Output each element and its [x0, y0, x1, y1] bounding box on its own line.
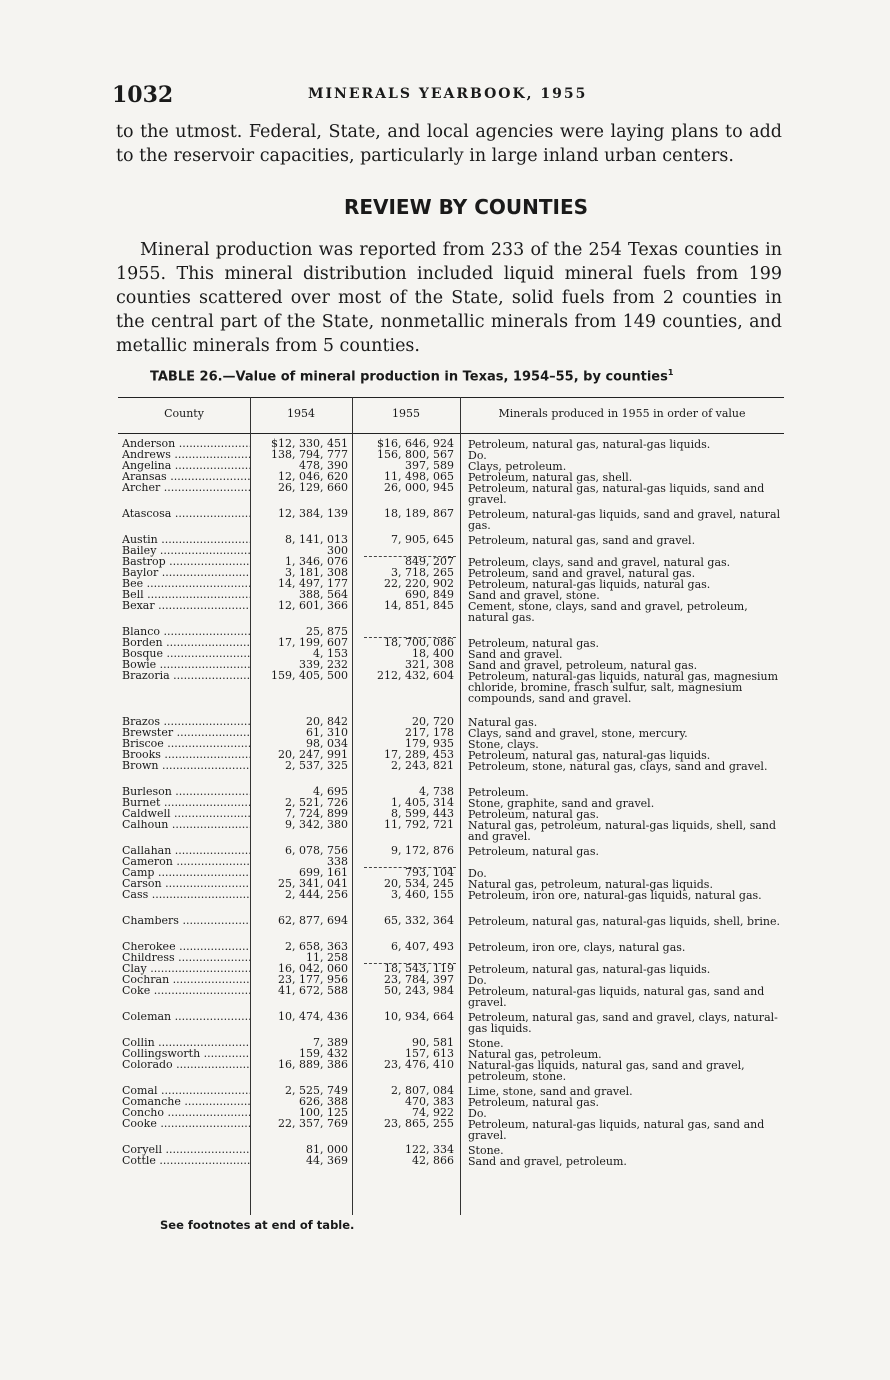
county-name: Cochran ..... [122, 975, 250, 986]
value-1954: 9, 342, 380 [285, 818, 348, 831]
county-name: Bailey ..... [122, 546, 250, 557]
county-name: Caldwell ..... [122, 809, 250, 820]
value-1955: 179, 935 [405, 737, 454, 750]
county-name: Andrews ..... [122, 450, 250, 461]
value-1955: 74, 922 [412, 1106, 454, 1119]
value-1955: 23, 865, 255 [384, 1117, 454, 1130]
county-name: Briscoe ..... [122, 739, 250, 750]
value-1955: 321, 308 [405, 658, 454, 671]
table-top-rule [118, 397, 784, 398]
minerals-produced: Petroleum, natural-gas liquids, sand and gravel, natural gas. [468, 508, 781, 532]
minerals-produced: Natural gas, petroleum, natural-gas liquids. [468, 878, 713, 891]
value-1954: 25, 875 [306, 625, 348, 638]
county-name: Calhoun ..... [122, 820, 250, 831]
value-1954: 339, 232 [299, 658, 348, 671]
minerals-produced: Petroleum, natural gas, sand and gravel. [468, 534, 696, 547]
county-name: Callahan ..... [122, 846, 250, 857]
value-1955: 122, 334 [405, 1143, 454, 1156]
value-1954: 20, 247, 991 [278, 748, 348, 761]
county-name: Chambers ..... [122, 916, 250, 927]
minerals-produced: Petroleum, natural gas, natural-gas liquids. [468, 438, 711, 451]
county-name: Clay ..... [122, 964, 250, 975]
county-name: Brazos ..... [122, 717, 250, 728]
value-1955: 157, 613 [405, 1047, 454, 1060]
value-1955: 1, 405, 314 [391, 796, 454, 809]
value-1954: 2, 444, 256 [285, 888, 348, 901]
minerals-produced: Natural gas. [468, 716, 538, 729]
minerals-produced: Petroleum, natural gas, natural-gas liquids. [468, 749, 711, 762]
value-1954: 2, 521, 726 [285, 796, 348, 809]
minerals-produced: Natural gas, petroleum. [468, 1048, 602, 1061]
value-1955: 4, 738 [419, 785, 454, 798]
value-1955: 470, 383 [405, 1095, 454, 1108]
county-name: Burleson ..... [122, 787, 250, 798]
value-1954: 699, 161 [299, 866, 348, 879]
county-name: Angelina ..... [122, 461, 250, 472]
minerals-produced: Petroleum, natural-gas liquids, natural gas, sand and gravel. [468, 985, 765, 1009]
value-1954: 14, 497, 177 [278, 577, 348, 590]
minerals-produced: Petroleum. [468, 786, 529, 799]
column-header-1954: 1954 [287, 407, 315, 420]
minerals-produced: Sand and gravel, petroleum. [468, 1155, 627, 1168]
value-1955: 23, 784, 397 [384, 973, 454, 986]
value-1954: 20, 842 [306, 715, 348, 728]
value-1955: 18, 700, 086 [384, 636, 454, 649]
value-1954: 16, 042, 060 [278, 962, 348, 975]
value-1954: 100, 125 [299, 1106, 348, 1119]
value-1954: 12, 601, 366 [278, 599, 348, 612]
value-1955: 6, 407, 493 [391, 940, 454, 953]
value-1955: 18, 543, 119 [384, 962, 454, 975]
county-name: Cottle ..... [122, 1156, 250, 1167]
value-1955: 20, 720 [412, 715, 454, 728]
minerals-produced: Petroleum, natural-gas liquids, natural gas. [468, 578, 711, 591]
value-1954: 62, 877, 694 [278, 914, 348, 927]
value-1954: 17, 199, 607 [278, 636, 348, 649]
county-name: Blanco ..... [122, 627, 250, 638]
minerals-produced: Do. [468, 1107, 487, 1120]
minerals-produced: Petroleum, sand and gravel, natural gas. [468, 567, 696, 580]
value-1955: 65, 332, 364 [384, 914, 454, 927]
value-1955: 11, 498, 065 [384, 470, 454, 483]
minerals-produced: Petroleum, natural gas. [468, 845, 599, 858]
value-1954: 7, 724, 899 [285, 807, 348, 820]
county-name: Collingsworth ..... [122, 1049, 250, 1060]
county-name: Aransas ..... [122, 472, 250, 483]
column-header-minerals: Minerals produced in 1955 in order of value [498, 407, 746, 420]
minerals-produced: Petroleum, natural gas, natural-gas liquids. [468, 963, 711, 976]
value-1954: 98, 034 [306, 737, 348, 750]
value-1955: 23, 476, 410 [384, 1058, 454, 1071]
value-1954: 61, 310 [306, 726, 348, 739]
minerals-produced: Petroleum, natural gas. [468, 1096, 599, 1109]
value-1954: 3, 181, 308 [285, 566, 348, 579]
county-name: Baylor ..... [122, 568, 250, 579]
minerals-produced: Petroleum, iron ore, natural-gas liquids, natural gas. [468, 889, 762, 902]
county-name: Concho ..... [122, 1108, 250, 1119]
value-1955: 217, 178 [405, 726, 454, 739]
table-caption-text: TABLE 26.—Value of mineral production in Texas, 1954–55, by counties [150, 369, 668, 385]
value-1954: 159, 405, 500 [271, 669, 348, 682]
minerals-produced: Clays, petroleum. [468, 460, 567, 473]
county-name: Childress ..... [122, 953, 250, 964]
value-1955: 2, 243, 821 [391, 759, 454, 772]
value-1955: 50, 243, 984 [384, 984, 454, 997]
value-1954: 300 [327, 544, 348, 557]
value-1955: 22, 220, 902 [384, 577, 454, 590]
column-divider [352, 397, 353, 1215]
county-name: Carson ..... [122, 879, 250, 890]
county-name: Cherokee ..... [122, 942, 250, 953]
value-1954: 8, 141, 013 [285, 533, 348, 546]
value-1955: 90, 581 [412, 1036, 454, 1049]
minerals-produced: Petroleum, natural-gas liquids, natural gas, sand and gravel. [468, 1118, 765, 1142]
body-paragraph: Mineral production was reported from 233 of the 254 Texas counties in 1955. This mineral distribution included liquid mineral fuels from 199 counties scattered over most of the State, solid fuels from 2 counties in the central part of the State, nonmetallic minerals from 149 counties, and metallic minerals from 5 counties. [116, 240, 782, 356]
value-1955: 20, 534, 245 [384, 877, 454, 890]
column-divider [460, 397, 461, 1215]
county-name: Camp ..... [122, 868, 250, 879]
value-1955: 42, 866 [412, 1154, 454, 1167]
column-header-1955: 1955 [392, 407, 420, 420]
value-1955: 17, 289, 453 [384, 748, 454, 761]
value-1954: 41, 672, 588 [278, 984, 348, 997]
minerals-produced: Sand and gravel. [468, 648, 563, 661]
county-name: Brazoria ..... [122, 671, 250, 682]
minerals-produced: Petroleum, natural-gas liquids, natural gas, magnesium chloride, bromine, frasch sulfur, salt, magnesium compounds, sand and gravel. [468, 670, 779, 705]
county-name: Bee ..... [122, 579, 250, 590]
value-1954: 4, 153 [313, 647, 348, 660]
value-1954: $12, 330, 451 [271, 437, 348, 450]
value-1954: 81, 000 [306, 1143, 348, 1156]
minerals-produced: Lime, stone, sand and gravel. [468, 1085, 633, 1098]
value-1954: 11, 258 [306, 951, 348, 964]
value-1955: 11, 792, 721 [384, 818, 454, 831]
county-name: Comanche ..... [122, 1097, 250, 1108]
column-header-county: County [164, 407, 204, 420]
county-production-table [118, 397, 784, 1215]
value-1954: 388, 564 [299, 588, 348, 601]
county-name: Coryell ..... [122, 1145, 250, 1156]
value-1954: 12, 384, 139 [278, 507, 348, 520]
value-1955: 397, 589 [405, 459, 454, 472]
minerals-produced: Do. [468, 974, 487, 987]
minerals-produced: Petroleum, natural gas, natural-gas liquids, sand and gravel. [468, 482, 765, 506]
county-name: Anderson ..... [122, 439, 250, 450]
value-1954: 44, 369 [306, 1154, 348, 1167]
value-1954: 25, 341, 041 [278, 877, 348, 890]
minerals-produced: Petroleum, natural gas, shell. [468, 471, 633, 484]
value-1955: 18, 189, 867 [384, 507, 454, 520]
county-name: Colorado ..... [122, 1060, 250, 1071]
minerals-produced: Petroleum, natural gas, sand and gravel, clays, natural-gas liquids. [468, 1011, 778, 1035]
value-1954: 16, 889, 386 [278, 1058, 348, 1071]
county-name: Coke ..... [122, 986, 250, 997]
value-1955: 18, 400 [412, 647, 454, 660]
minerals-produced: Sand and gravel, stone. [468, 589, 600, 602]
table-footnote: See footnotes at end of table. [160, 1218, 355, 1232]
minerals-produced: Clays, sand and gravel, stone, mercury. [468, 727, 688, 740]
value-1954: 478, 390 [299, 459, 348, 472]
value-1954: 22, 357, 769 [278, 1117, 348, 1130]
county-name: Atascosa ..... [122, 509, 250, 520]
county-name: Collin ..... [122, 1038, 250, 1049]
minerals-produced: Do. [468, 867, 487, 880]
county-name: Cooke ..... [122, 1119, 250, 1130]
value-1955: 212, 432, 604 [377, 669, 454, 682]
minerals-produced: Do. [468, 449, 487, 462]
value-1955: 9, 172, 876 [391, 844, 454, 857]
value-1954: 1, 346, 076 [285, 555, 348, 568]
minerals-produced: Stone. [468, 1144, 504, 1157]
page-header [112, 82, 792, 112]
value-1954: 338 [327, 855, 348, 868]
value-1955: 793, 104 [405, 866, 454, 879]
table-header-rule [118, 433, 784, 434]
minerals-produced: Petroleum, iron ore, clays, natural gas. [468, 941, 686, 954]
page-number: 1032 [112, 82, 174, 108]
county-name: Austin ..... [122, 535, 250, 546]
county-name: Bowie ..... [122, 660, 250, 671]
value-1954: 12, 046, 620 [278, 470, 348, 483]
value-1955: 3, 460, 155 [391, 888, 454, 901]
intro-paragraph: to the utmost. Federal, State, and local agencies were laying plans to add to the reservoir capacities, particularly in large inland urban centers. [116, 122, 782, 166]
minerals-produced: Stone. [468, 1037, 504, 1050]
minerals-produced: Petroleum, natural gas, natural-gas liquids, shell, brine. [468, 915, 780, 928]
value-1954: 2, 658, 363 [285, 940, 348, 953]
value-1954: 4, 695 [313, 785, 348, 798]
value-1954: 7, 389 [313, 1036, 348, 1049]
value-1954: 26, 129, 660 [278, 481, 348, 494]
county-name: Bosque ..... [122, 649, 250, 660]
value-1955: 8, 599, 443 [391, 807, 454, 820]
minerals-produced: Petroleum, stone, natural gas, clays, sand and gravel. [468, 760, 768, 773]
table-caption [150, 368, 673, 384]
value-1955: 7, 905, 645 [391, 533, 454, 546]
minerals-produced: Petroleum, natural gas. [468, 637, 599, 650]
county-name: Bexar ..... [122, 601, 250, 612]
value-1954: 2, 525, 749 [285, 1084, 348, 1097]
value-1954: 159, 432 [299, 1047, 348, 1060]
value-1955: 26, 000, 945 [384, 481, 454, 494]
running-title: MINERALS YEARBOOK, 1955 [308, 86, 588, 102]
section-heading: REVIEW BY COUNTIES [343, 195, 589, 219]
value-1954: 23, 177, 956 [278, 973, 348, 986]
column-divider [250, 397, 251, 1215]
county-name: Coleman ..... [122, 1012, 250, 1023]
county-name: Cameron ..... [122, 857, 250, 868]
table-caption-footnote-mark: 1 [667, 368, 674, 377]
minerals-produced: Stone, graphite, sand and gravel. [468, 797, 655, 810]
minerals-produced: Natural-gas liquids, natural gas, sand and gravel, petroleum, stone. [468, 1059, 745, 1083]
county-name: Brooks ..... [122, 750, 250, 761]
value-1955: 690, 849 [405, 588, 454, 601]
value-1954: 6, 078, 756 [285, 844, 348, 857]
county-name: Bastrop ..... [122, 557, 250, 568]
county-name: Brewster ..... [122, 728, 250, 739]
county-name: Comal ..... [122, 1086, 250, 1097]
minerals-produced: Petroleum, natural gas. [468, 808, 599, 821]
minerals-produced: Stone, clays. [468, 738, 539, 751]
value-1954: 626, 388 [299, 1095, 348, 1108]
minerals-produced: Petroleum, clays, sand and gravel, natural gas. [468, 556, 731, 569]
minerals-produced: Cement, stone, clays, sand and gravel, petroleum, natural gas. [468, 600, 748, 624]
minerals-produced: Sand and gravel, petroleum, natural gas. [468, 659, 698, 672]
county-name: Cass ..... [122, 890, 250, 901]
county-name: Archer ..... [122, 483, 250, 494]
value-1955: 849, 207 [405, 555, 454, 568]
value-1955: 14, 851, 845 [384, 599, 454, 612]
value-1955: 156, 800, 567 [377, 448, 454, 461]
value-1954: 138, 794, 777 [271, 448, 348, 461]
minerals-produced: Natural gas, petroleum, natural-gas liquids, shell, sand and gravel. [468, 819, 777, 843]
value-1955: 10, 934, 664 [384, 1010, 454, 1023]
county-name: Brown ..... [122, 761, 250, 772]
value-1955: $16, 646, 924 [377, 437, 454, 450]
county-name: Burnet ..... [122, 798, 250, 809]
value-1955: 3, 718, 265 [391, 566, 454, 579]
value-1954: 2, 537, 325 [285, 759, 348, 772]
value-1954: 10, 474, 436 [278, 1010, 348, 1023]
county-name: Borden ..... [122, 638, 250, 649]
value-1955: 2, 807, 084 [391, 1084, 454, 1097]
county-name: Bell ..... [122, 590, 250, 601]
